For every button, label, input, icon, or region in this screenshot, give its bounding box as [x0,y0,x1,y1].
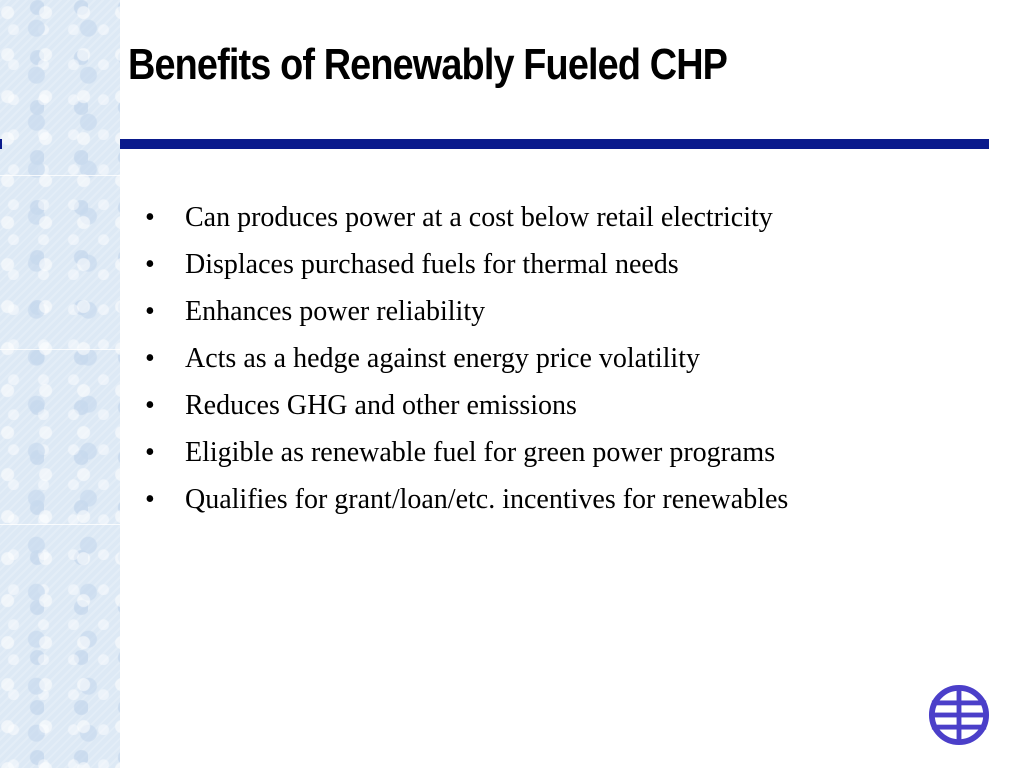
bullet-list [145,194,788,523]
bullet-text: Qualifies for grant/loan/etc. incentives for renewables [185,484,789,515]
bullet-dot: • [145,437,155,468]
title-rule [120,139,989,149]
bullet-item [145,382,788,429]
bullet-text: Acts as a hedge against energy price volatility [185,343,700,374]
bullet-item [145,429,788,476]
bullet-dot: • [145,343,155,374]
bullet-item [145,335,788,382]
organization-logo-icon [928,684,990,746]
rule-tick [0,139,2,149]
bullet-dot: • [145,249,155,280]
texture-seam [0,175,120,176]
bullet-item [145,476,788,523]
bullet-text: Can produces power at a cost below retail electricity [185,202,773,233]
bullet-item [145,194,788,241]
bullet-item [145,241,788,288]
bullet-text: Eligible as renewable fuel for green power programs [185,437,776,468]
bullet-text: Reduces GHG and other emissions [185,390,577,421]
logo-stem [957,688,962,742]
bullet-dot: • [145,484,155,515]
bullet-dot: • [145,390,155,421]
bullet-text: Enhances power reliability [185,296,486,327]
bullet-dot: • [145,202,155,233]
side-texture-panel [0,0,120,768]
bullet-dot: • [145,296,155,327]
texture-seam [0,349,120,350]
texture-seam [0,524,120,525]
slide-title: Benefits of Renewably Fueled CHP [128,40,728,89]
bullet-text: Displaces purchased fuels for thermal needs [185,249,679,280]
bullet-item [145,288,788,335]
